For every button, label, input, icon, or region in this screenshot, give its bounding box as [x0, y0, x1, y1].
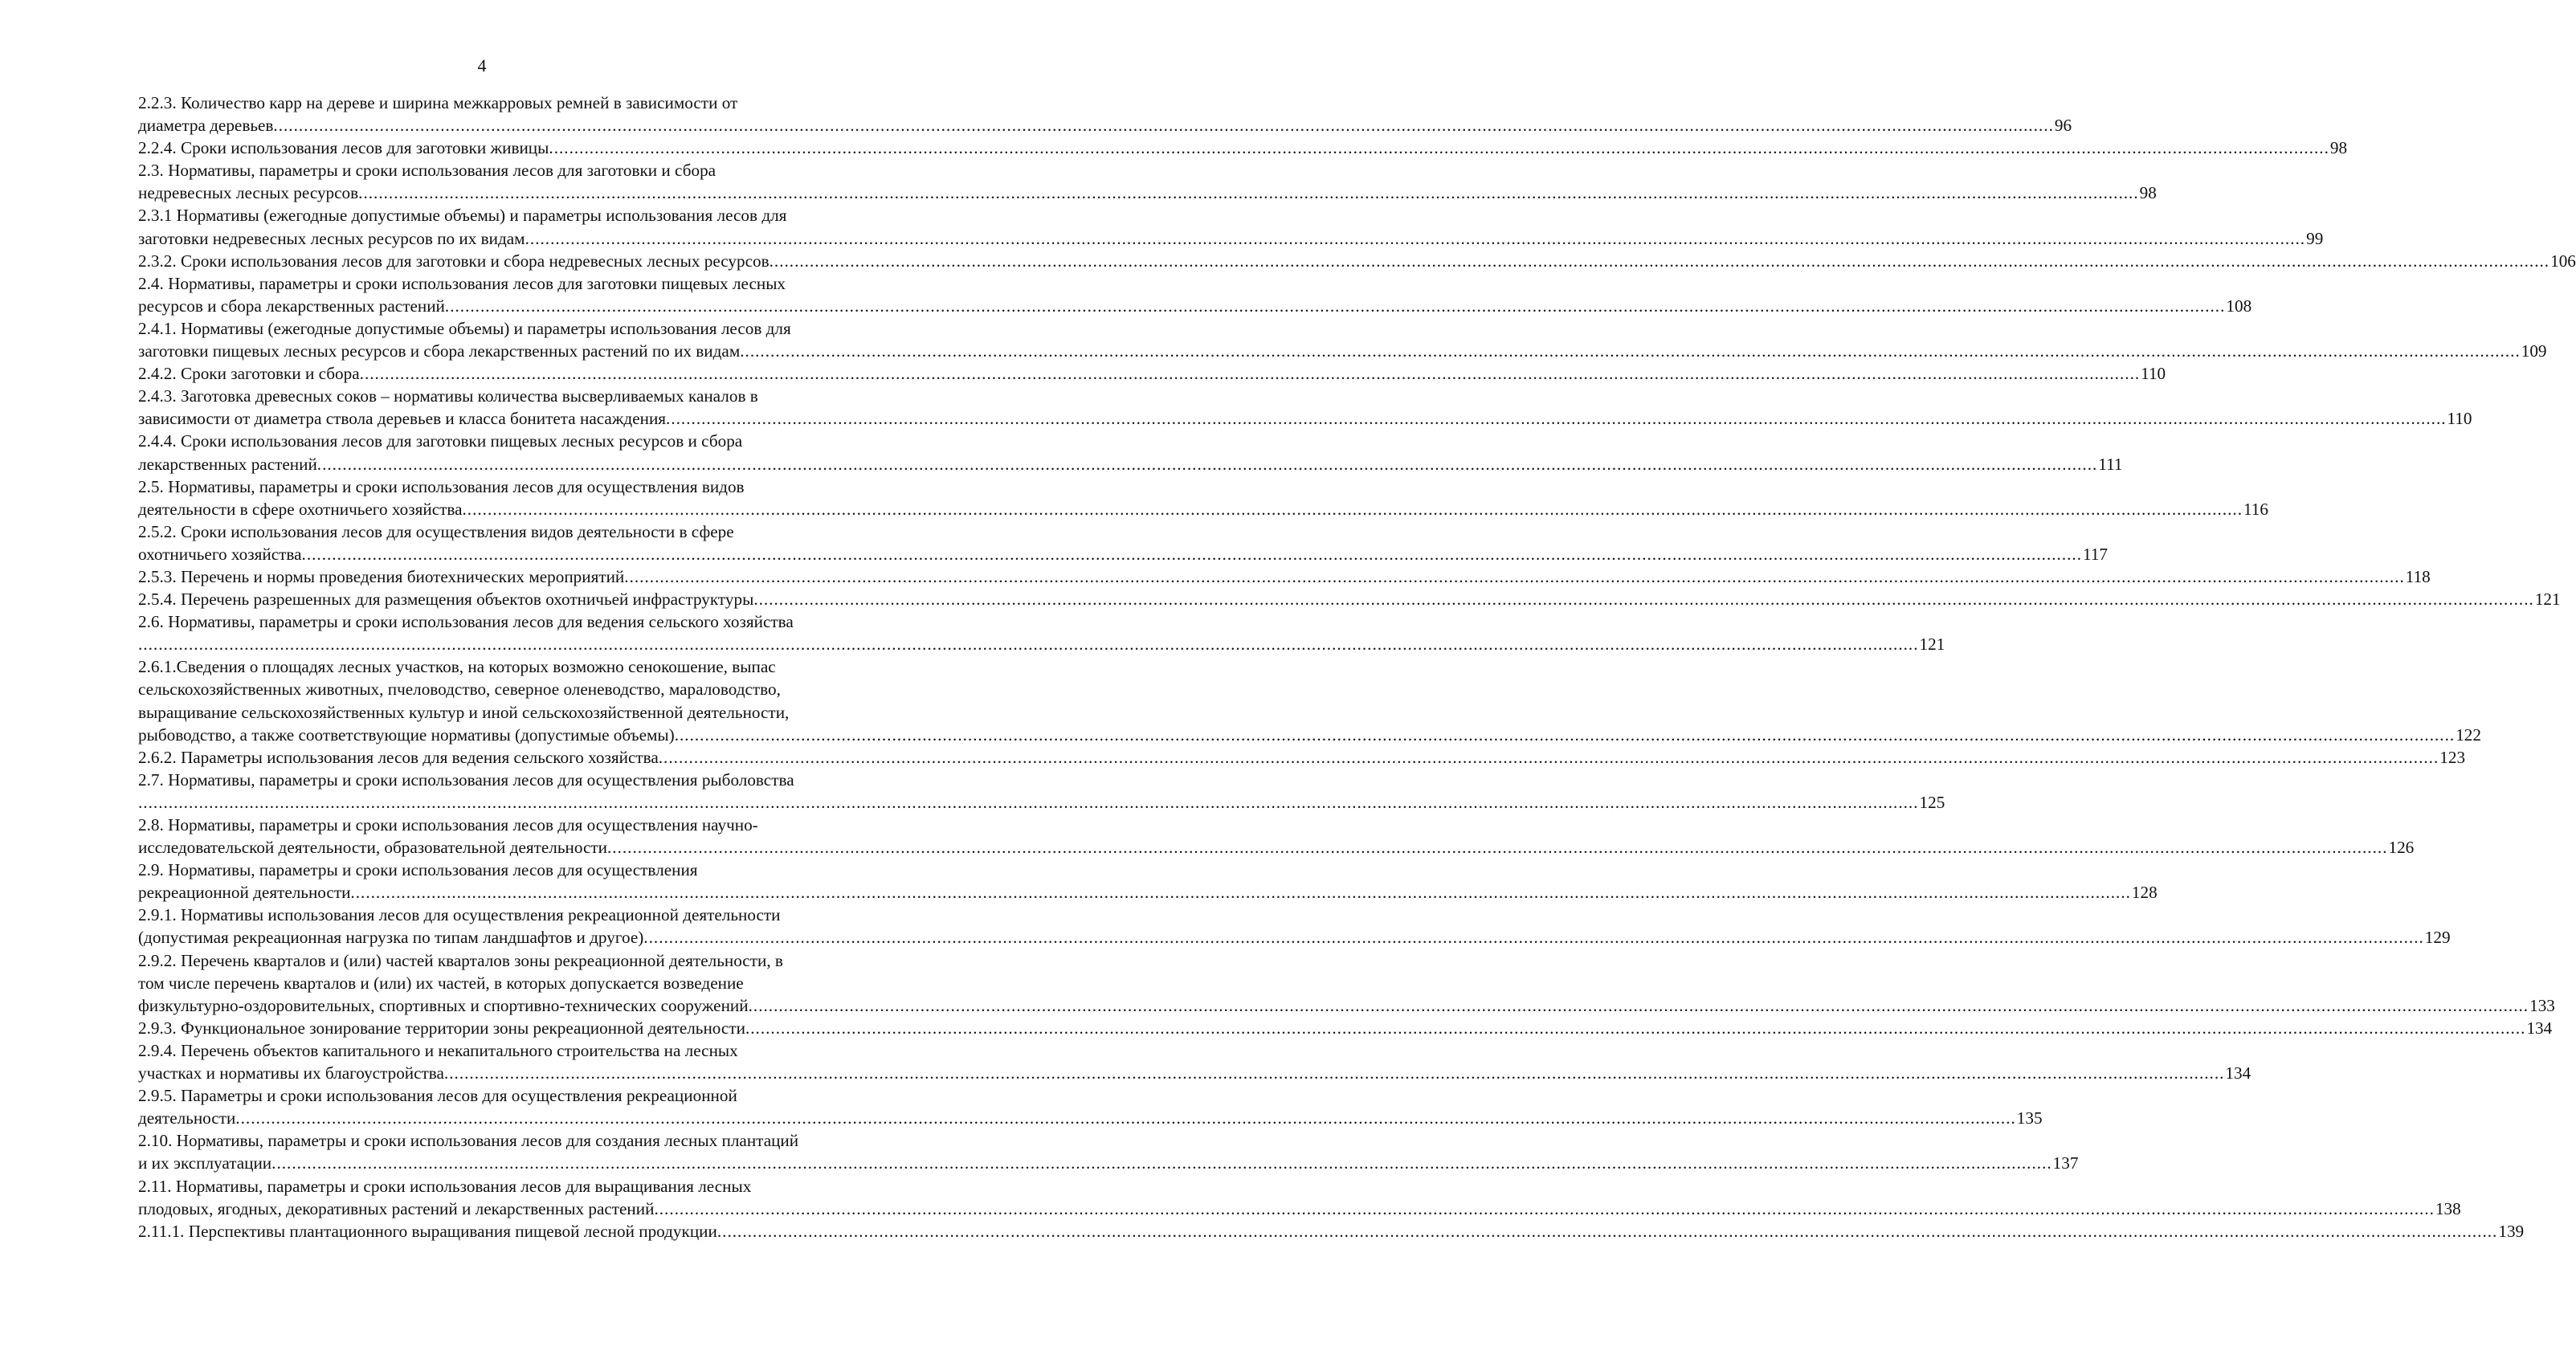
toc-entry	[138, 1129, 2079, 1174]
toc-entry-title-line: выращивание сельскохозяйственных культур и иной сельскохозяйственной деятельности,	[138, 702, 790, 722]
toc-entry-last-line	[138, 1017, 2553, 1039]
dot-leader	[753, 588, 2534, 610]
toc-entry-last-line	[138, 1107, 2043, 1129]
toc-entry	[138, 385, 2472, 430]
toc-entry-last-line	[138, 182, 2157, 204]
toc-entry-title-line: 2.11. Нормативы, параметры и сроки использования лесов для выращивания лесных	[138, 1176, 752, 1196]
toc-entry-page-number: 125	[1919, 792, 1945, 812]
toc-entry-title-end: участках и нормативы их благоустройства	[138, 1063, 444, 1083]
dot-leader	[273, 114, 2054, 137]
toc-entry-title-end: исследовательской деятельности, образовательной деятельности	[138, 838, 607, 858]
toc-entry-title-end: деятельности в сфере охотничьего хозяйства	[138, 499, 463, 519]
toc-entry-page-number: 98	[2329, 138, 2348, 158]
toc-entry-title-end: заготовки недревесных лесных ресурсов по их видам	[138, 228, 525, 248]
table-of-contents	[138, 92, 2576, 1243]
toc-entry-last-line	[138, 543, 2109, 565]
toc-entry-last-line	[138, 114, 2072, 137]
toc-entry-last-line	[138, 994, 2555, 1017]
toc-entry-last-line	[138, 633, 1945, 655]
toc-entry-title-end: 2.2.4. Сроки использования лесов для заготовки живицы	[138, 138, 549, 158]
toc-entry-page-number: 134	[2526, 1018, 2553, 1038]
toc-entry-page-number: 111	[2098, 454, 2123, 474]
dot-leader	[770, 250, 2550, 272]
dot-leader	[444, 1062, 2225, 1084]
toc-entry-title-end: деятельности	[138, 1108, 236, 1128]
toc-entry	[138, 204, 2324, 249]
dot-leader	[235, 1107, 2016, 1129]
toc-entry-page-number: 133	[2529, 995, 2555, 1015]
toc-entry-title-line: 2.5.2. Сроки использования лесов для осуществления видов деятельности в сфере	[138, 521, 734, 541]
toc-entry-page-number: 135	[2016, 1108, 2043, 1128]
toc-entry-page-number: 138	[2435, 1198, 2461, 1218]
toc-entry-page-number: 117	[2083, 544, 2109, 564]
toc-entry-page-number: 129	[2424, 928, 2451, 948]
toc-entry	[138, 814, 2415, 859]
toc-entry	[138, 1017, 2553, 1039]
toc-entry-title-line: 2.9. Нормативы, параметры и сроки использования лесов для осуществления	[138, 860, 698, 880]
toc-entry-title-end: рекреационной деятельности	[138, 883, 351, 903]
toc-entry-title-end: плодовых, ягодных, декоративных растений и лекарственных растений	[138, 1198, 655, 1218]
toc-entry	[138, 904, 2451, 949]
toc-entry-title-line: том числе перечень кварталов и (или) их частей, в которых допускается возведение	[138, 973, 744, 993]
dot-leader	[675, 724, 2456, 746]
toc-entry-last-line	[138, 295, 2252, 317]
toc-entry-last-line	[138, 836, 2415, 859]
toc-entry	[138, 137, 2348, 159]
toc-entry-last-line	[138, 407, 2472, 430]
dot-leader	[659, 746, 2439, 769]
toc-entry-title-end: рыбоводство, а также соответствующие нормативы (допустимые объемы)	[138, 724, 675, 745]
toc-entry-title-end: заготовки пищевых лесных ресурсов и сбора лекарственных растений по их видам	[138, 341, 741, 361]
toc-entry-page-number: 139	[2498, 1221, 2525, 1241]
toc-entry-last-line	[138, 724, 2481, 746]
dot-leader	[549, 137, 2329, 159]
toc-entry	[138, 362, 2166, 385]
toc-entry-page-number: 128	[2131, 883, 2158, 903]
toc-entry-last-line	[138, 1062, 2251, 1084]
toc-entry	[138, 859, 2158, 904]
toc-entry-page-number: 96	[2054, 116, 2072, 136]
toc-entry-page-number: 109	[2521, 341, 2547, 361]
toc-entry-title-end: охотничьего хозяйства	[138, 544, 302, 564]
toc-entry-page-number: 110	[2447, 409, 2472, 429]
toc-entry-title-line: 2.8. Нормативы, параметры и сроки использования лесов для осуществления научно-	[138, 815, 758, 835]
toc-entry	[138, 520, 2109, 565]
toc-entry	[138, 159, 2157, 204]
toc-entry-title-end: и их эксплуатации	[138, 1153, 272, 1173]
toc-entry-title-end: физкультурно-оздоровительных, спортивных и спортивно-технических сооружений	[138, 995, 749, 1015]
toc-entry-last-line	[138, 250, 2576, 272]
toc-entry-title-end: недревесных лесных ресурсов	[138, 183, 359, 203]
dot-leader	[350, 881, 2131, 904]
toc-entry-title-end: 2.6.2. Параметры использования лесов для ведения сельского хозяйства	[138, 747, 659, 767]
toc-entry-page-number: 123	[2439, 747, 2466, 767]
toc-entry-title-line: 2.2.3. Количество карр на дереве и ширина межкарровых ремней в зависимости от	[138, 93, 738, 112]
toc-entry	[138, 769, 1945, 814]
dot-leader	[624, 565, 2405, 588]
toc-entry-page-number: 126	[2388, 838, 2415, 858]
toc-entry-last-line	[138, 453, 2123, 475]
toc-entry-title-line: 2.4. Нормативы, параметры и сроки использования лесов для заготовки пищевых лесных	[138, 273, 786, 293]
toc-entry	[138, 1175, 2461, 1220]
toc-entry-title-end: лекарственных растений	[138, 454, 317, 474]
toc-entry-title-line: 2.9.2. Перечень кварталов и (или) частей кварталов зоны рекреационной деятельности, в	[138, 950, 783, 970]
toc-entry-title-line: 2.9.5. Параметры и сроки использования лесов для осуществления рекреационной	[138, 1086, 737, 1106]
toc-entry	[138, 610, 1945, 655]
toc-entry-page-number: 99	[2306, 228, 2324, 248]
toc-entry	[138, 475, 2268, 520]
toc-entry-title-line: 2.4.1. Нормативы (ежегодные допустимые объемы) и параметры использования лесов для	[138, 318, 791, 338]
dot-leader	[358, 182, 2139, 204]
toc-entry-title-line: 2.7. Нормативы, параметры и сроки использования лесов для осуществления рыболовства	[138, 769, 794, 790]
toc-entry	[138, 92, 2072, 137]
toc-entry-title-line: 2.10. Нормативы, параметры и сроки использования лесов для создания лесных плантаций	[138, 1131, 799, 1151]
dot-leader	[445, 295, 2226, 317]
toc-entry-page-number: 98	[2139, 183, 2157, 203]
toc-entry	[138, 565, 2431, 588]
toc-entry-page-number: 106	[2550, 251, 2576, 271]
toc-entry-page-number: 108	[2226, 296, 2252, 316]
toc-entry-last-line	[138, 137, 2348, 159]
toc-entry-title-line: 2.3.1 Нормативы (ежегодные допустимые объемы) и параметры использования лесов для	[138, 206, 787, 226]
dot-leader	[745, 1017, 2526, 1039]
toc-entry-last-line	[138, 1198, 2461, 1220]
dot-leader	[607, 836, 2388, 859]
toc-entry-last-line	[138, 498, 2268, 520]
toc-entry-title-end: зависимости от диаметра ствола деревьев и класса бонитета насаждения	[138, 409, 667, 429]
toc-entry-page-number: 121	[1919, 635, 1945, 655]
toc-entry-last-line	[138, 926, 2451, 949]
toc-entry-page-number: 137	[2052, 1153, 2079, 1173]
dot-leader	[717, 1220, 2498, 1243]
toc-entry-title-end: 2.9.3. Функциональное зонирование территории зоны рекреационной деятельности	[138, 1018, 745, 1038]
toc-entry	[138, 1084, 2043, 1129]
dot-leader	[302, 543, 2083, 565]
toc-entry	[138, 1220, 2525, 1243]
toc-entry-title-line: 2.4.4. Сроки использования лесов для заготовки пищевых лесных ресурсов и сбора	[138, 431, 743, 451]
dot-leader	[654, 1198, 2435, 1220]
toc-entry-page-number: 122	[2456, 724, 2481, 745]
toc-entry-title-end: 2.3.2. Сроки использования лесов для заготовки и сбора недревесных лесных ресурсов	[138, 251, 770, 271]
toc-entry-title-line: 2.3. Нормативы, параметры и сроки использования лесов для заготовки и сбора	[138, 161, 716, 181]
toc-entry-page-number: 134	[2225, 1063, 2251, 1083]
toc-entry-title-line: 2.9.4. Перечень объектов капитального и некапитального строительства на лесных	[138, 1040, 738, 1060]
toc-entry-page-number: 116	[2243, 499, 2268, 519]
dot-leader	[666, 407, 2447, 430]
toc-entry-title-line: сельскохозяйственных животных, пчеловодство, северное оленеводство, мараловодство,	[138, 679, 781, 700]
toc-entry-title-line: 2.9.1. Нормативы использования лесов для осуществления рекреационной деятельности	[138, 905, 781, 925]
toc-entry-title-end: диаметра деревьев	[138, 116, 274, 136]
dot-leader	[138, 633, 1919, 655]
toc-entry-last-line	[138, 588, 2561, 610]
dot-leader	[749, 994, 2529, 1017]
toc-entry-last-line	[138, 791, 1945, 814]
toc-entry-last-line	[138, 340, 2547, 362]
toc-entry-title-line: 2.5. Нормативы, параметры и сроки использования лесов для осуществления видов	[138, 476, 745, 496]
dot-leader	[643, 926, 2424, 949]
dot-leader	[525, 227, 2306, 250]
dot-leader	[462, 498, 2243, 520]
toc-entry-page-number: 121	[2534, 590, 2561, 610]
toc-entry-last-line	[138, 746, 2466, 769]
toc-entry	[138, 1039, 2251, 1084]
dot-leader	[360, 362, 2141, 385]
toc-entry	[138, 317, 2547, 362]
dot-leader	[317, 453, 2098, 475]
toc-entry	[138, 250, 2576, 272]
toc-entry-title-end: 2.4.2. Сроки заготовки и сбора	[138, 364, 360, 384]
toc-entry-title-line: 2.6. Нормативы, параметры и сроки использования лесов для ведения сельского хозяйства	[138, 612, 794, 632]
dot-leader	[271, 1152, 2052, 1174]
toc-entry	[138, 430, 2123, 475]
toc-entry	[138, 588, 2561, 610]
toc-entry-last-line	[138, 881, 2158, 904]
toc-entry	[138, 746, 2466, 769]
page-number: 4	[477, 55, 487, 75]
dot-leader	[740, 340, 2521, 362]
toc-entry-title-end: (допустимая рекреационная нагрузка по типам ландшафтов и другое)	[138, 928, 644, 948]
toc-entry-last-line	[138, 227, 2324, 250]
toc-entry-title-end: 2.11.1. Перспективы плантационного выращивания пищевой лесной продукции	[138, 1221, 717, 1241]
toc-entry-page-number: 110	[2141, 364, 2166, 384]
toc-entry-page-number: 118	[2405, 566, 2431, 586]
dot-leader	[138, 791, 1919, 814]
toc-entry-title-end: 2.5.4. Перечень разрешенных для размещения объектов охотничьей инфраструктуры	[138, 590, 754, 610]
toc-entry	[138, 272, 2252, 317]
toc-entry-last-line	[138, 1220, 2525, 1243]
toc-entry-last-line	[138, 362, 2166, 385]
toc-entry-last-line	[138, 1152, 2079, 1174]
toc-entry	[138, 949, 2555, 1017]
toc-entry	[138, 655, 2481, 745]
toc-entry-title-line: 2.4.3. Заготовка древесных соков – нормативы количества высверливаемых каналов в	[138, 386, 758, 406]
toc-entry-title-end: ресурсов и сбора лекарственных растений	[138, 296, 445, 316]
toc-entry-last-line	[138, 565, 2431, 588]
toc-entry-title-end: 2.5.3. Перечень и нормы проведения биотехнических мероприятий	[138, 566, 625, 586]
toc-entry-title-line: 2.6.1.Сведения о площадях лесных участков, на которых возможно сенокошение, выпас	[138, 657, 776, 677]
